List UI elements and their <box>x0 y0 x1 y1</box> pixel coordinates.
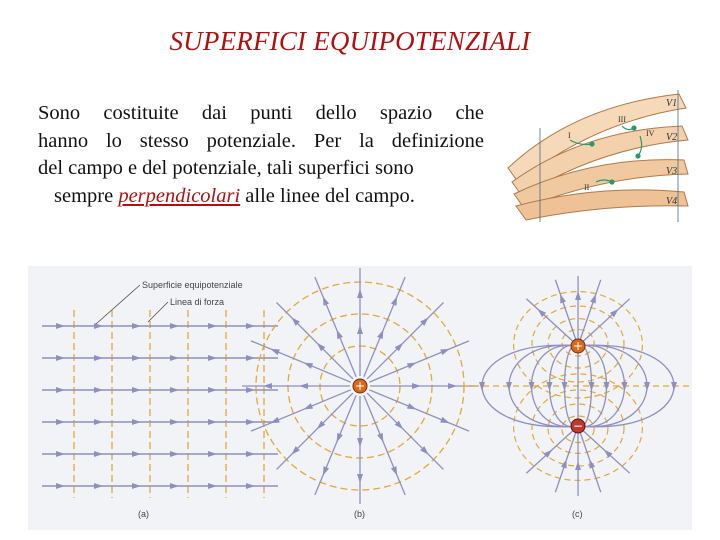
charge-sign: + <box>572 339 584 353</box>
field-arrowhead <box>357 289 363 298</box>
field-arrowhead <box>377 330 383 339</box>
field-arrowhead <box>208 419 217 425</box>
charge-sign: + <box>354 379 366 393</box>
field-arrowhead <box>407 403 416 409</box>
surface-label: V3 <box>666 166 678 177</box>
field-arrowhead <box>246 483 255 489</box>
annotation-field-line: Linea di forza <box>170 297 225 307</box>
body-paragraph <box>38 100 484 210</box>
field-arrowhead <box>357 325 363 334</box>
field-arrowhead <box>56 483 65 489</box>
field-arrowhead <box>412 383 421 389</box>
field-arrowhead <box>56 355 65 361</box>
panel-point-charge <box>242 268 478 504</box>
field-arrowhead <box>299 383 308 389</box>
field-arrowhead <box>208 323 217 329</box>
field-arrowhead <box>56 323 65 329</box>
field-arrowhead <box>208 483 217 489</box>
field-arrowhead <box>304 403 313 409</box>
paragraph-line: hanno lo stesso potenziale. Per la definizione <box>38 129 484 152</box>
surface-layers <box>508 94 688 220</box>
annotation-equipotential-surface: Superficie equipotenziale <box>142 280 243 290</box>
field-arrowhead <box>589 459 595 468</box>
field-arrowhead <box>560 294 566 303</box>
field-arrowhead <box>132 387 141 393</box>
field-arrowhead <box>170 451 179 457</box>
field-arrowhead <box>270 349 279 355</box>
path-label: III <box>618 115 626 124</box>
field-arrowhead <box>575 291 581 300</box>
field-arrowhead <box>304 363 313 369</box>
panel-dipole <box>463 276 692 496</box>
path-label: I <box>568 131 571 140</box>
field-arrowhead <box>170 419 179 425</box>
field-arrowhead <box>56 387 65 393</box>
field-arrowhead <box>391 466 397 475</box>
charge-sign: − <box>572 419 584 433</box>
field-arrowhead <box>357 474 363 483</box>
annotation-leader <box>148 302 168 322</box>
field-arrowhead <box>246 387 255 393</box>
field-arrowhead <box>448 383 457 389</box>
panel-label: (c) <box>572 509 583 519</box>
panel-label: (a) <box>138 509 149 519</box>
field-arrowhead <box>170 483 179 489</box>
field-arrowhead <box>377 433 383 442</box>
field-arrowhead <box>94 451 103 457</box>
field-arrowhead <box>357 438 363 447</box>
panel-label: (b) <box>354 509 365 519</box>
field-arrowhead <box>440 417 449 423</box>
field-arrowhead <box>170 323 179 329</box>
field-arrowhead <box>440 349 449 355</box>
paragraph-text: sempre <box>54 184 119 207</box>
field-arrowhead <box>94 323 103 329</box>
field-arrowhead <box>323 466 329 475</box>
field-arrowhead <box>208 355 217 361</box>
paragraph-text: alle linee del campo. <box>240 184 415 207</box>
field-arrowhead <box>337 433 343 442</box>
field-arrowhead <box>170 387 179 393</box>
field-lines-figure <box>28 266 692 530</box>
field-arrowhead <box>132 355 141 361</box>
field-arrowhead <box>590 294 596 303</box>
field-arrowhead <box>246 323 255 329</box>
field-arrowhead <box>132 419 141 425</box>
path-label: II <box>584 183 590 192</box>
field-arrowhead <box>246 355 255 361</box>
field-arrowhead <box>208 387 217 393</box>
field-arrowhead <box>270 417 279 423</box>
paragraph-line <box>38 183 484 211</box>
annotation-leader <box>96 285 140 324</box>
panel-uniform-field <box>42 310 278 498</box>
field-arrowhead <box>246 451 255 457</box>
path-label: IV <box>646 129 655 138</box>
field-arrowhead <box>94 419 103 425</box>
field-arrowhead <box>407 363 416 369</box>
field-arrowhead <box>323 296 329 305</box>
field-arrowhead <box>132 451 141 457</box>
slide-title: SUPERFICI EQUIPOTENZIALI <box>169 26 531 56</box>
surface-label: V4 <box>666 196 678 207</box>
surface-label: V2 <box>666 132 678 143</box>
field-arrowhead <box>132 483 141 489</box>
paragraph-line: del campo e del potenziale, tali superfici sono <box>38 157 414 179</box>
field-arrowhead <box>56 451 65 457</box>
field-lines-svg <box>28 266 692 530</box>
field-arrowhead <box>391 296 397 305</box>
field-arrowhead <box>246 419 255 425</box>
field-arrowhead <box>170 355 179 361</box>
equipotential-surfaces-diagram <box>504 86 694 228</box>
paragraph-line: Sono costituite dai punti dello spazio che <box>38 102 484 124</box>
field-arrowhead <box>94 483 103 489</box>
field-arrowhead <box>337 330 343 339</box>
surface-label: V1 <box>666 98 678 109</box>
field-arrowhead <box>94 387 103 393</box>
field-arrowhead <box>208 451 217 457</box>
field-arrowhead <box>56 419 65 425</box>
emphasis-text: perpendicolari <box>118 184 241 207</box>
field-arrowhead <box>132 323 141 329</box>
field-arrowhead <box>94 355 103 361</box>
